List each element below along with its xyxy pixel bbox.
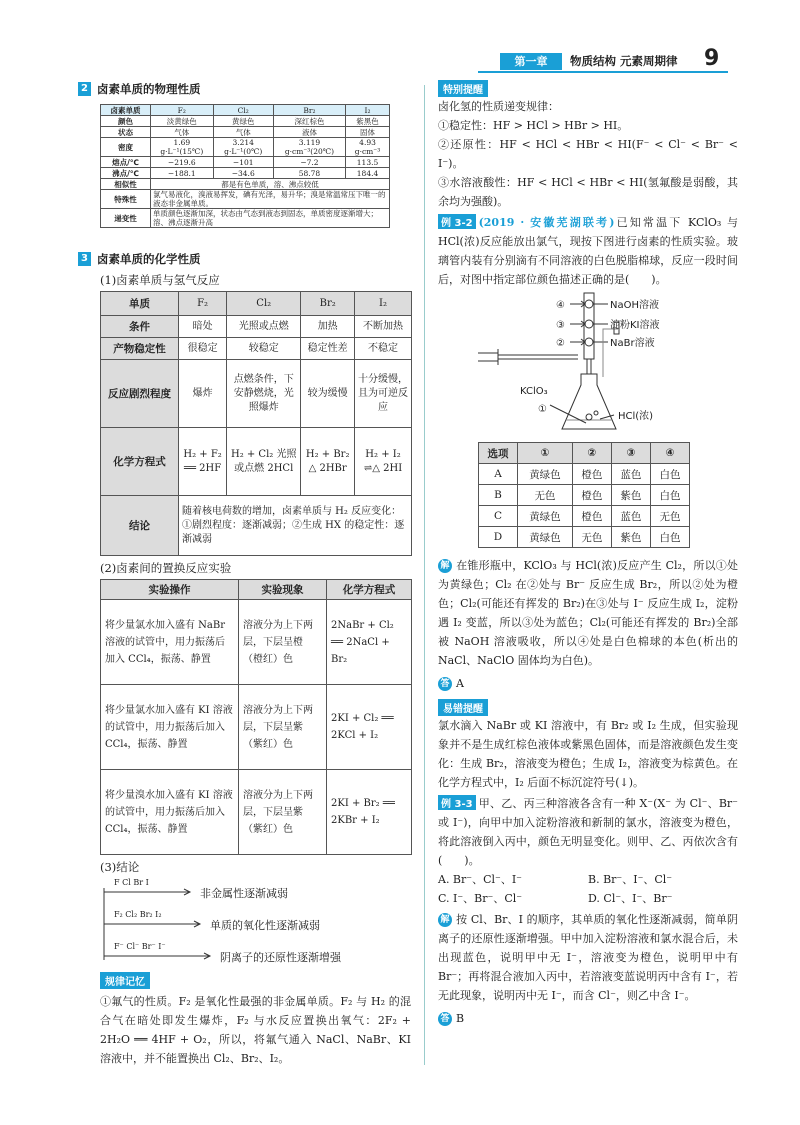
table-row: [101, 168, 390, 179]
table-row: [101, 685, 412, 770]
table-row: [101, 338, 412, 360]
label-4: ④: [556, 300, 565, 311]
error-text: 氯水滴入 NaBr 或 KI 溶液中，有 Br₂ 或 I₂ 生成，但实验现象并不是生成红棕色液体或紫黑色固体，而是溶液颜色发生变化：生成 Br₂，溶液变为橙色；生成 I₂，溶液变为棕黄色。在化学方程式中，I₂ 后面不标沉淀符号(↓)。: [438, 719, 738, 789]
memo-text: ①氟气的性质。F₂ 是氧化性最强的非金属单质。F₂ 与 H₂ 的混合气在暗处即发生爆炸，F₂ 与水反应置换出氧气：2F₂ + 2H₂O ══ 4HF + O₂，所以，将氟气通入 NaCl、NaBr、KI 溶液中，并不能置换出 Cl₂、Br₂、I₂。: [100, 995, 411, 1065]
table-cell: 溶液分为上下两层，下层呈紫（紫红）色: [239, 685, 327, 770]
example-tag: 例 3-2: [438, 214, 476, 229]
table-cell: 黄绿色: [213, 116, 273, 127]
table-cell: 固体: [346, 127, 390, 138]
table-cell: C: [479, 506, 518, 527]
option-a: A. Br⁻、Cl⁻、I⁻: [438, 873, 522, 886]
hcl-label: HCl(浓): [618, 411, 654, 422]
table-cell: 将少量氯水加入盛有 NaBr 溶液的试管中，用力振荡后加入 CCl₄，振荡、静置: [101, 600, 239, 685]
table-cell: 溶液分为上下两层，下层呈橙（橙红）色: [239, 600, 327, 685]
row-label: 条件: [101, 316, 179, 338]
table-header-row: [101, 292, 412, 316]
table-cell: D: [479, 527, 518, 548]
section-number: 2: [78, 82, 91, 96]
tip-intro: 卤化氢的性质递变规律：: [438, 100, 559, 113]
example-source: (2019 · 安徽芜湖联考): [478, 216, 615, 229]
column-divider: [424, 85, 425, 1065]
table-cell: 橙色: [572, 506, 611, 527]
table-cell: H₂ + I₂ ⇌△ 2HI: [355, 428, 412, 496]
tip-line: ①稳定性：HF > HCl > HBr > HI。: [438, 119, 629, 132]
table-cell: 2KI + Cl₂ ══ 2KCl + I₂: [327, 685, 412, 770]
table-row: [101, 316, 412, 338]
label-2: ②: [556, 338, 565, 349]
section-title: 卤素单质的物理性质: [97, 82, 201, 96]
table-cell: 黄绿色: [518, 527, 573, 548]
table-cell: B: [479, 485, 518, 506]
table-cell: 气体: [151, 127, 214, 138]
chapter-badge: 第一章: [500, 53, 562, 70]
nabr-label: NaBr溶液: [610, 338, 655, 349]
table-cell: 3.214 g·L⁻¹(0℃): [213, 138, 273, 157]
table-cell: −219.6: [151, 157, 214, 168]
table-cell: 无色: [572, 527, 611, 548]
subsection-heading: (3)结论: [100, 860, 140, 874]
element-sequence: F₂ Cl₂ Br₂ I₂: [114, 910, 162, 919]
table-cell: 紫黑色: [346, 116, 390, 127]
table-cell: 不稳定: [355, 338, 412, 360]
table-cell: H₂ + Br₂ △ 2HBr: [301, 428, 355, 496]
solution-text: 在锥形瓶中，KClO₃ 与 HCl(浓)反应产生 Cl₂，所以①处为黄绿色；Cl₂ 在②处与 Br⁻ 反应生成 Br₂，所以②处为橙色；Cl₂(可能还有挥发的 Br₂)在③处与 I⁻ 反应生成 I₂，淀粉遇 I₂ 变蓝，所以③处为蓝色；Cl₂(可能还有挥发的 Br₂)全部被 NaOH 溶液吸收，所以④处是白色棉球的本色(析出的 NaCl、NaClO 固体均为白色)。: [438, 559, 738, 667]
table-cell: Br₂: [301, 292, 355, 316]
table-cell: −188.1: [151, 168, 214, 179]
table-row: [101, 116, 390, 127]
table-cell: ③: [611, 443, 650, 464]
table-cell: Cl₂: [213, 105, 273, 116]
row-label: 熔点/℃: [101, 157, 151, 168]
tip-line: ②还原性：HF < HCl < HBr < HI(F⁻ < Cl⁻ < Br⁻ < I⁻)。: [438, 138, 738, 170]
subsection-heading: (2)卤素间的置换反应实验: [100, 561, 232, 575]
table-cell: 3.119 g·cm⁻³(20℃): [273, 138, 345, 157]
table-cell: 2NaBr + Cl₂ ══ 2NaCl + Br₂: [327, 600, 412, 685]
table-cell: 白色: [650, 527, 689, 548]
table-cell: 气体: [213, 127, 273, 138]
table-row: [101, 360, 412, 428]
table-cell: 黄绿色: [518, 464, 573, 485]
answer-tag: 答: [438, 1012, 452, 1026]
table-row: [101, 190, 390, 209]
solution-3-3: [438, 910, 738, 1005]
table-row: [479, 506, 690, 527]
solution-3-2: [438, 556, 738, 670]
subsection-heading: (1)卤素单质与氢气反应: [100, 273, 220, 287]
element-sequence: F Cl Br I: [114, 878, 149, 887]
table-row: [479, 527, 690, 548]
section-number: 3: [78, 252, 91, 266]
label-1: ①: [538, 404, 547, 415]
table-cell: 暗处: [179, 316, 227, 338]
table-cell: H₂ + F₂ ══ 2HF: [179, 428, 227, 496]
table-cell: 2KI + Br₂ ══ 2KBr + I₂: [327, 770, 412, 855]
table-cell: I₂: [346, 105, 390, 116]
row-label: 状态: [101, 127, 151, 138]
answer-3-2: [438, 674, 738, 693]
table-cell: 液体: [273, 127, 345, 138]
table-cell: 卤素单质: [101, 105, 151, 116]
error-tag: 易错提醒: [438, 699, 488, 716]
row-label: 相似性: [101, 179, 151, 190]
page-header: [478, 46, 740, 72]
kclo3-label: KClO₃: [520, 386, 548, 397]
row-label: 密度: [101, 138, 151, 157]
table-cell: 较稳定: [227, 338, 301, 360]
table-cell: 随着核电荷数的增加，卤素单质与 H₂ 反应变化：①剧烈程度：逐渐减弱；②生成 HX 的稳定性：逐渐减弱: [179, 496, 412, 556]
table-cell: 溶液分为上下两层，下层呈紫（紫红）色: [239, 770, 327, 855]
trend-text: 非金属性逐渐减弱: [200, 887, 288, 900]
answer-tag: 答: [438, 677, 452, 691]
row-label: 特殊性: [101, 190, 151, 209]
table-cell: 实验操作: [101, 580, 239, 600]
table-cell: 58.78: [273, 168, 345, 179]
table-cell: 黄绿色: [518, 506, 573, 527]
table-cell: 蓝色: [611, 464, 650, 485]
table-cell: 橙色: [572, 485, 611, 506]
table-cell: 实验现象: [239, 580, 327, 600]
trend-text: 单质的氧化性逐渐减弱: [210, 919, 320, 932]
table-cell: 紫色: [611, 485, 650, 506]
table-cell: 无色: [518, 485, 573, 506]
tip-line: ③水溶液酸性：HF < HCl < HBr < HI(氢氟酸是弱酸，其余均为强酸)。: [438, 176, 738, 208]
table-cell: −34.6: [213, 168, 273, 179]
table-cell: A: [479, 464, 518, 485]
solution-text: 按 Cl、Br、I 的顺序，其单质的氧化性逐渐减弱，简单阴离子的还原性逐渐增强。甲中加入淀粉溶液和氯水混合后，未出现蓝色，说明甲中无 I⁻，溶液变为橙色，说明甲中有 Br⁻；再将混合液加入丙中，若溶液变蓝说明丙中含有 I⁻，若无此现象，说明丙中无 I⁻，而含 Cl⁻，则乙中含 I⁻。: [438, 913, 738, 1002]
table-cell: 白色: [650, 464, 689, 485]
table-row: [101, 179, 390, 190]
option-d: D. Cl⁻、I⁻、Br⁻: [588, 892, 673, 905]
options-table: [478, 442, 690, 548]
table-row: [101, 127, 390, 138]
table-row: [101, 770, 412, 855]
table-cell: 1.69 g·L⁻¹(15℃): [151, 138, 214, 157]
table-cell: 较为缓慢: [301, 360, 355, 428]
trend-arrows: [100, 878, 411, 970]
table-cell: 无色: [650, 506, 689, 527]
table-cell: ①: [518, 443, 573, 464]
option-b: B. Br⁻、I⁻、Cl⁻: [588, 873, 673, 886]
table-row: [101, 157, 390, 168]
solution-tag: 解: [438, 913, 452, 927]
section-title: 卤素单质的化学性质: [97, 252, 201, 266]
table-row: [479, 464, 690, 485]
table-cell: 光照或点燃: [227, 316, 301, 338]
example-tag: 例 3-3: [438, 795, 476, 810]
table-cell: 氯气易液化，溴液易挥发，碘有光泽，易升华；溴是常温常压下唯一的液态非金属单质。: [151, 190, 390, 209]
table-cell: 白色: [650, 485, 689, 506]
table-cell: ②: [572, 443, 611, 464]
table-cell: 113.5: [346, 157, 390, 168]
displacement-table: [100, 579, 412, 855]
table-cell: 不断加热: [355, 316, 412, 338]
table-cell: 很稳定: [179, 338, 227, 360]
table-cell: I₂: [355, 292, 412, 316]
table-row: [101, 138, 390, 157]
table-header-row: [101, 105, 390, 116]
table-row: [101, 209, 390, 228]
answer-text: B: [456, 1012, 465, 1025]
table-cell: 加热: [301, 316, 355, 338]
table-cell: Br₂: [273, 105, 345, 116]
example-text: 已知常温下 KClO₃ 与 HCl(浓)反应能放出氯气，现按下图进行卤素的性质实验。玻璃管内装有分别滴有不同溶液的白色脱脂棉球，反应一段时间后，对图中指定部位颜色描述正确的是( )。: [438, 216, 739, 286]
ki-label: 淀粉KI溶液: [610, 320, 660, 331]
table-row: [101, 428, 412, 496]
memo-tag: 规律记忆: [100, 972, 150, 989]
row-label: 颜色: [101, 116, 151, 127]
table-cell: 单质颜色逐渐加深，状态由气态到液态到固态，单质密度逐渐增大；溶、沸点逐渐升高: [151, 209, 390, 228]
answer-text: A: [456, 677, 464, 690]
row-label: 递变性: [101, 209, 151, 228]
answer-3-3: [438, 1009, 738, 1028]
table-cell: 单质: [101, 292, 179, 316]
table-cell: 爆炸: [179, 360, 227, 428]
table-header-row: [479, 443, 690, 464]
solution-tag: 解: [438, 559, 452, 573]
table-cell: F₂: [151, 105, 214, 116]
table-cell: 将少量氯水加入盛有 KI 溶液的试管中，用力振荡后加入 CCl₄，振荡、静置: [101, 685, 239, 770]
option-c: C. I⁻、Br⁻、Cl⁻: [438, 892, 523, 905]
table-cell: −101: [213, 157, 273, 168]
header-rule: [478, 71, 728, 73]
trend-text: 阴离子的还原性逐渐增强: [220, 951, 341, 964]
table-cell: 4.93 g·cm⁻³: [346, 138, 390, 157]
table-cell: 化学方程式: [327, 580, 412, 600]
row-label: 化学方程式: [101, 428, 179, 496]
table-row: [101, 496, 412, 556]
apparatus-figure: [438, 289, 738, 439]
table-cell: 深红棕色: [273, 116, 345, 127]
section-2-heading: [78, 80, 411, 98]
example-3-3: [438, 794, 738, 870]
memo-block: [100, 972, 411, 1068]
table-cell: 将少量溴水加入盛有 KI 溶液的试管中，用力振荡后加入 CCl₄，振荡、静置: [101, 770, 239, 855]
label-3: ③: [556, 320, 565, 331]
row-label: 沸点/℃: [101, 168, 151, 179]
row-label: 结论: [101, 496, 179, 556]
table-cell: 橙色: [572, 464, 611, 485]
page-number: 9: [704, 46, 720, 71]
table-cell: Cl₂: [227, 292, 301, 316]
row-label: 产物稳定性: [101, 338, 179, 360]
naoh-label: NaOH溶液: [610, 300, 659, 311]
table-row: [479, 485, 690, 506]
table-cell: 紫色: [611, 527, 650, 548]
row-label: 反应剧烈程度: [101, 360, 179, 428]
chapter-topic: 物质结构 元素周期律: [570, 54, 678, 68]
element-sequence: F⁻ Cl⁻ Br⁻ I⁻: [114, 942, 166, 951]
table-cell: H₂ + Cl₂ 光照或点燃 2HCl: [227, 428, 301, 496]
table-cell: 十分缓慢，且为可逆反应: [355, 360, 412, 428]
table-cell: ④: [650, 443, 689, 464]
table-cell: 蓝色: [611, 506, 650, 527]
table-cell: 选项: [479, 443, 518, 464]
table-cell: −7.2: [273, 157, 345, 168]
answer-options: [438, 870, 738, 908]
table-cell: F₂: [179, 292, 227, 316]
table-cell: 淡黄绿色: [151, 116, 214, 127]
table-header-row: [101, 580, 412, 600]
right-column: [438, 80, 738, 1028]
table-cell: 点燃条件，下安静燃烧，光照爆炸: [227, 360, 301, 428]
tip-tag: 特别提醒: [438, 80, 488, 97]
hydrogen-reaction-table: [100, 291, 412, 556]
left-column: [78, 80, 411, 1068]
table-cell: 都是有色单质，溶、沸点较低: [151, 179, 390, 190]
table-row: [101, 600, 412, 685]
table-cell: 184.4: [346, 168, 390, 179]
example-3-2: [438, 213, 738, 289]
table-cell: 稳定性差: [301, 338, 355, 360]
physical-properties-table: [100, 104, 390, 228]
section-3-heading: [78, 250, 411, 268]
example-text: 甲、乙、丙三种溶液各含有一种 X⁻(X⁻ 为 Cl⁻、Br⁻ 或 I⁻)，向甲中加入淀粉溶液和新制的氯水，溶液变为橙色，将此溶液倒入丙中，颜色无明显变化。则甲、乙、丙依次含有( )。: [438, 797, 738, 867]
